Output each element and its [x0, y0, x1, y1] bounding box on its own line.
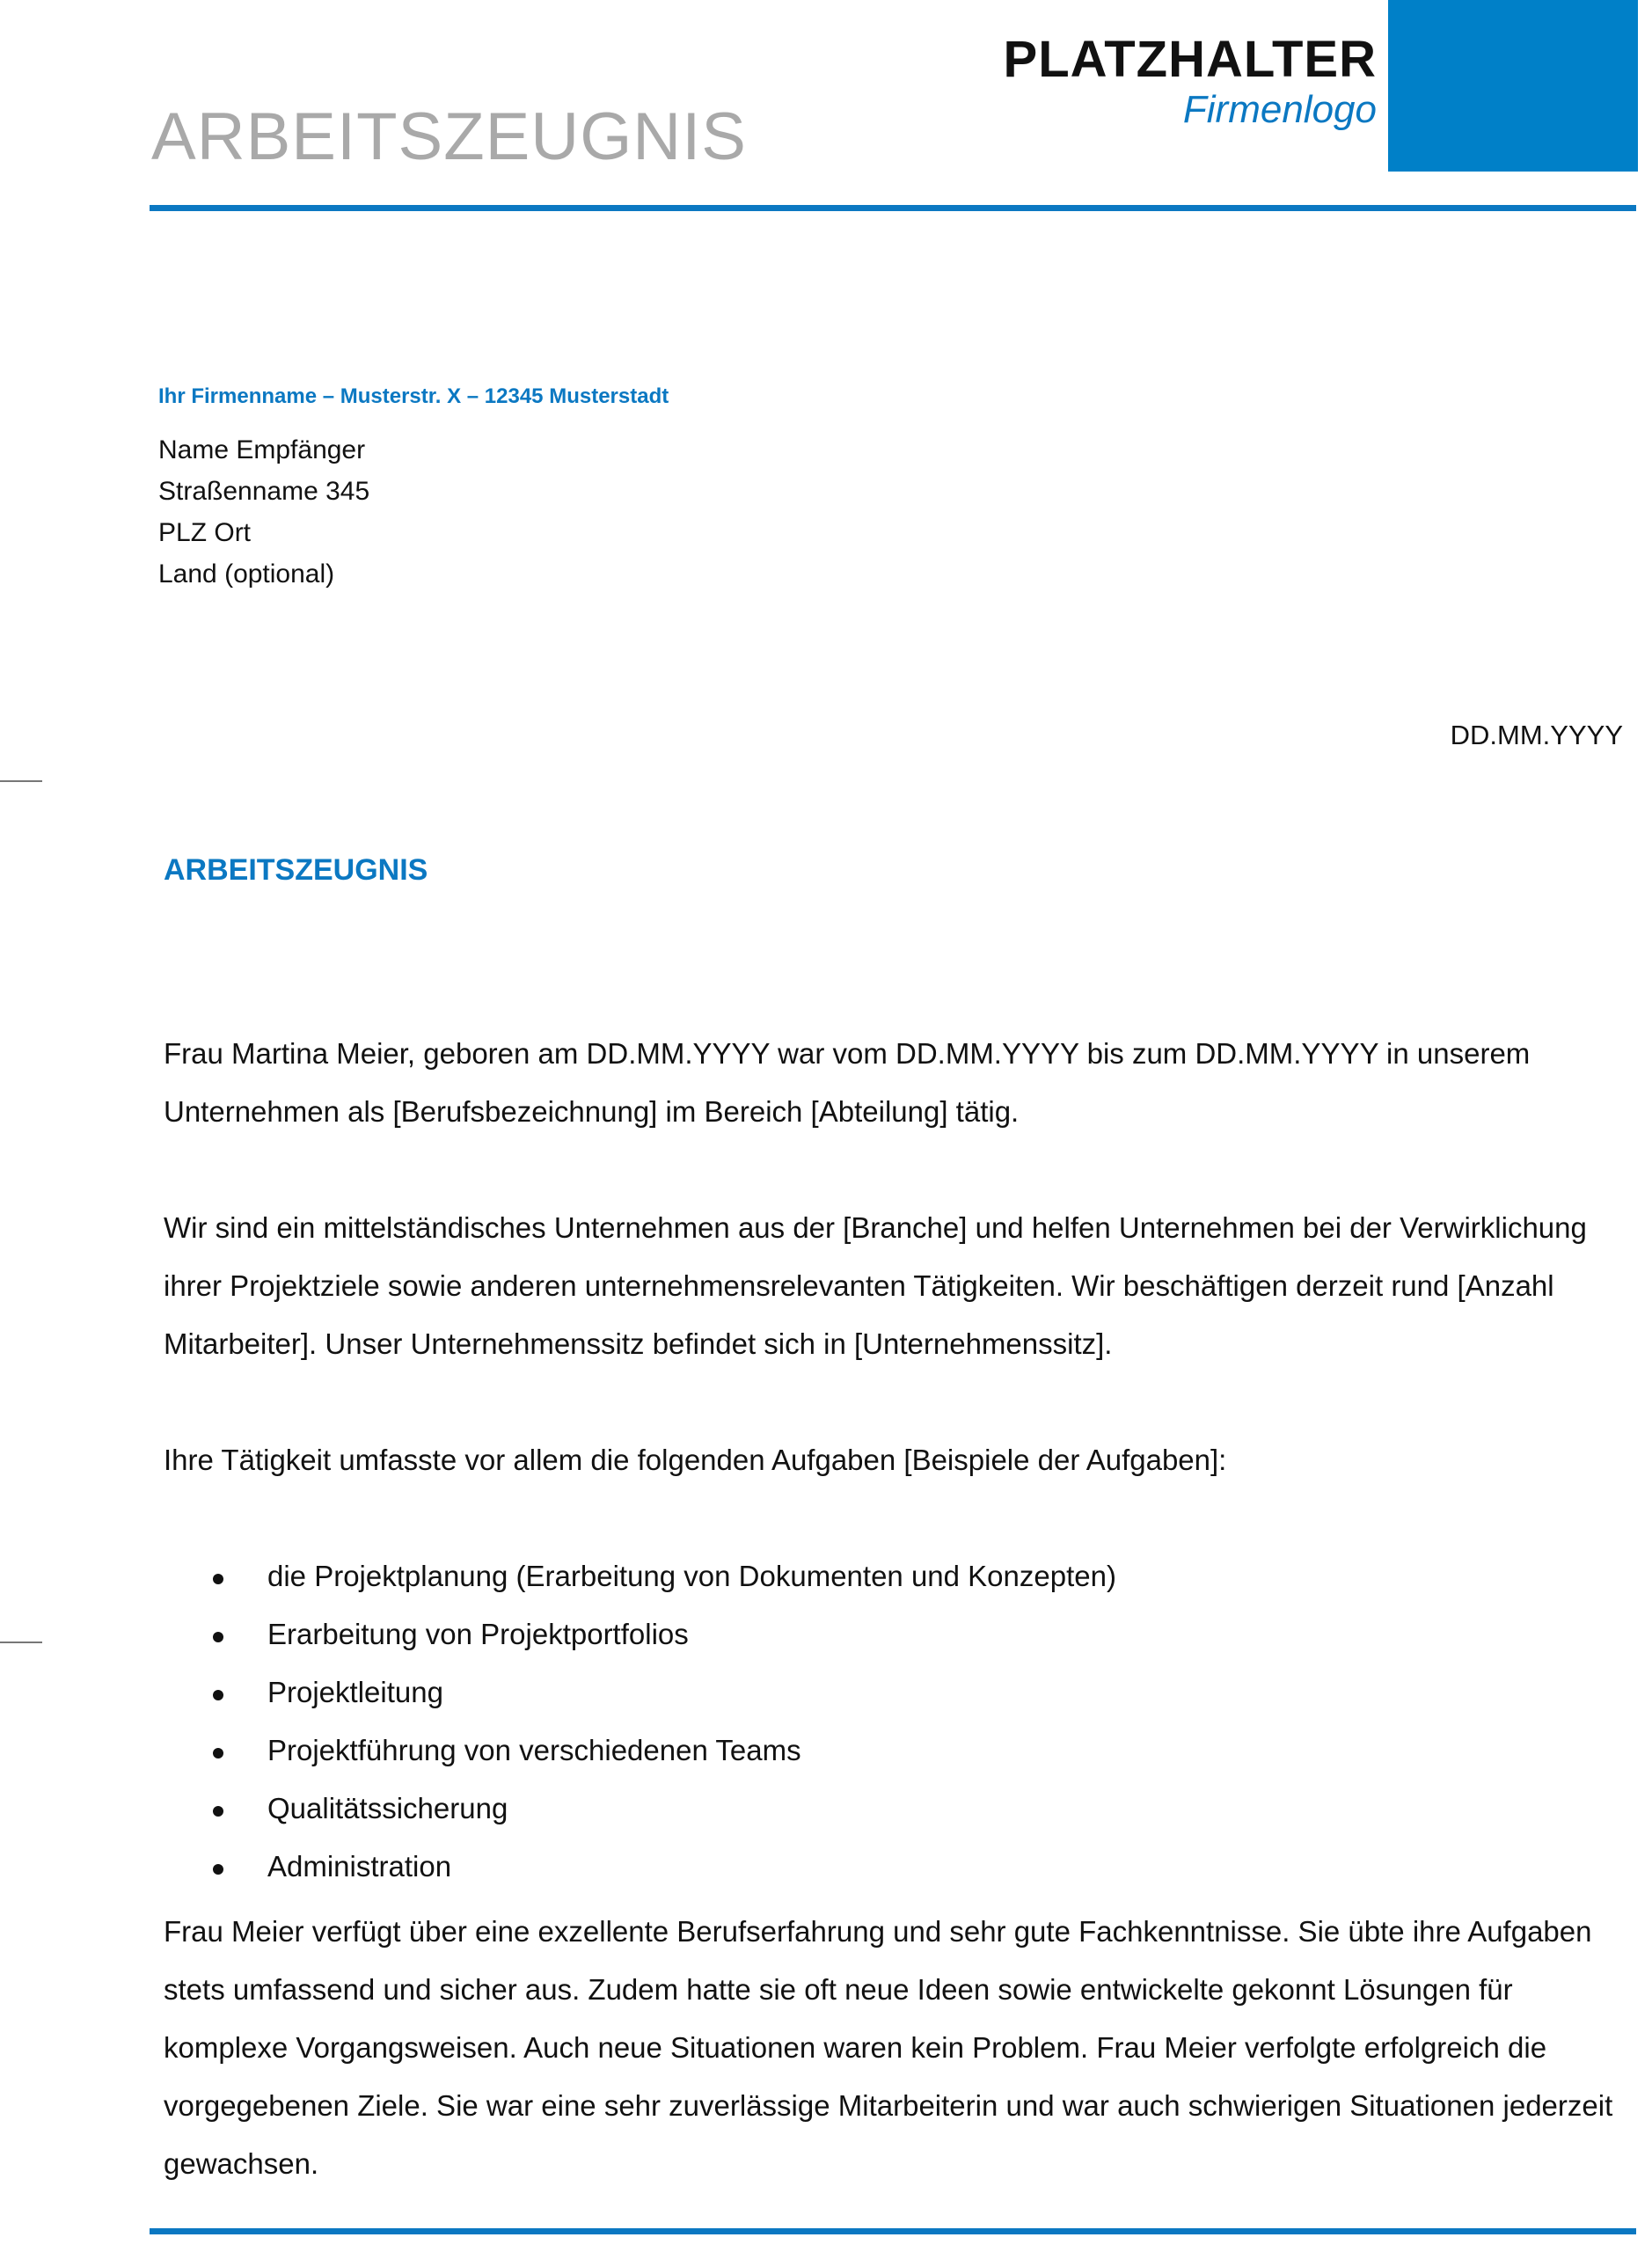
logo-sub-text: Firmenlogo: [1182, 87, 1377, 131]
logo-box: [1388, 0, 1638, 172]
task-label: Erarbeitung von Projektportfolios: [267, 1618, 689, 1650]
document-title: ARBEITSZEUGNIS: [151, 99, 747, 174]
list-item: [164, 1838, 1624, 1896]
bullet-icon: [213, 1690, 223, 1700]
task-label: Projektleitung: [267, 1676, 443, 1708]
list-item: [164, 1663, 1624, 1722]
recipient-country: Land (optional): [158, 559, 335, 589]
bullet-icon: [213, 1864, 223, 1875]
bullet-icon: [213, 1806, 223, 1817]
bullet-icon: [213, 1574, 223, 1584]
punch-mark: [0, 1641, 42, 1643]
task-list: [164, 1547, 1624, 1896]
footer-divider: [150, 2228, 1636, 2234]
letter-date: DD.MM.YYYY: [1450, 720, 1623, 750]
intro-paragraph: Frau Martina Meier, geboren am DD.MM.YYYY war vom DD.MM.YYYY bis zum DD.MM.YYYY in unserem Unternehmen als [Berufsbezeichnung] im Bereich [Abteilung] tätig.: [164, 1037, 1531, 1128]
recipient-name: Name Empfänger: [158, 435, 366, 464]
header-divider: [150, 205, 1636, 211]
letter-subject: ARBEITSZEUGNIS: [164, 853, 428, 887]
bullet-icon: [213, 1748, 223, 1758]
list-item: [164, 1780, 1624, 1838]
letter-body: [164, 1025, 1624, 2193]
list-item: [164, 1605, 1624, 1663]
recipient-address: [158, 429, 369, 595]
sender-address: Ihr Firmenname – Musterstr. X – 12345 Musterstadt: [158, 384, 669, 408]
bullet-icon: [213, 1632, 223, 1642]
recipient-street: Straßenname 345: [158, 477, 370, 506]
company-paragraph: Wir sind ein mittelständisches Unternehmen aus der [Branche] und helfen Unternehmen bei der Verwirklichung ihrer Projektziele sowie anderen unternehmensrelevanten Tätigkeiten. Wir beschäftigen derzeit rund [Anzahl Mitarbeiter]. Unser Unternehmenssitz befindet sich in [Unternehmenssitz].: [164, 1211, 1587, 1360]
task-label: Qualitätssicherung: [267, 1792, 508, 1824]
company-logo: [1004, 33, 1377, 131]
list-item: [164, 1547, 1624, 1605]
fold-mark: [0, 780, 42, 782]
recipient-city: PLZ Ort: [158, 518, 252, 547]
tasks-intro: Ihre Tätigkeit umfasste vor allem die folgenden Aufgaben [Beispiele der Aufgaben]:: [164, 1444, 1227, 1476]
task-label: Administration: [267, 1850, 452, 1883]
task-label: die Projektplanung (Erarbeitung von Dokumenten und Konzepten): [267, 1560, 1116, 1592]
list-item: [164, 1722, 1624, 1780]
task-label: Projektführung von verschiedenen Teams: [267, 1734, 801, 1766]
evaluation-paragraph: Frau Meier verfügt über eine exzellente Berufserfahrung und sehr gute Fachkenntnisse. Sie übte ihre Aufgaben stets umfassend und sicher aus. Zudem hatte sie oft neue Ideen sowie entwickelte gekonnt Lösungen für komplexe Vorgangsweisen. Auch neue Situationen waren kein Problem. Frau Meier verfolgte erfolgreich die vorgegebenen Ziele. Sie war eine sehr zuverlässige Mitarbeiterin und war auch schwierigen Situationen jederzeit gewachsen.: [164, 1915, 1613, 2180]
logo-main-text: PLATZHALTER: [1003, 31, 1377, 88]
